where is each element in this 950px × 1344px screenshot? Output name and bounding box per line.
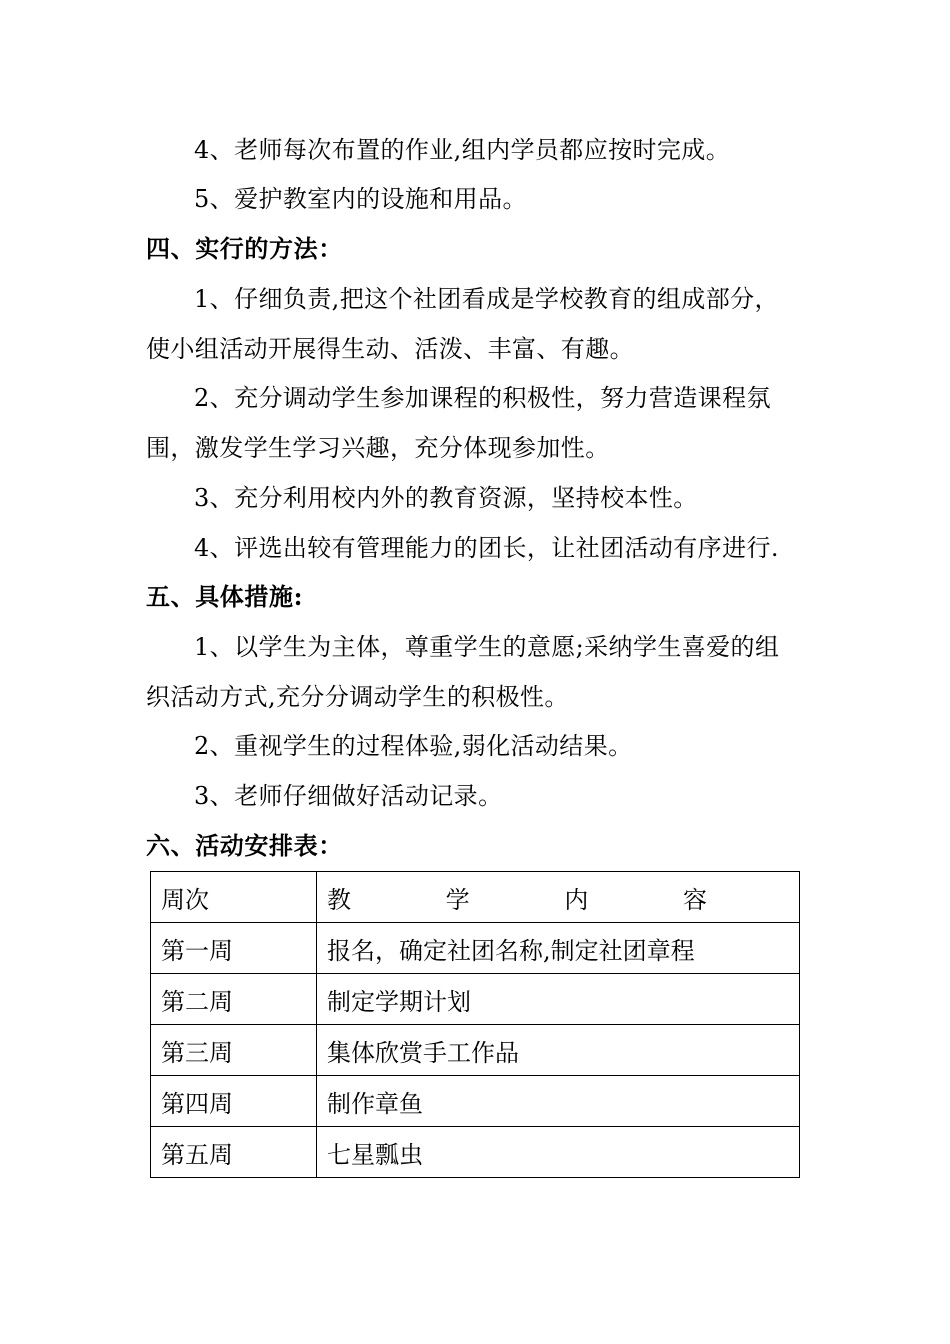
content-cell: 报名，确定社团名称,制定社团章程 [317,923,800,974]
paragraph-rule-5: 5、爱护教室内的设施和用品。 [194,185,527,213]
paragraph-method-1-line-1: 1、仔细负责,把这个社团看成是学校教育的组成部分， [194,285,779,313]
table-row [151,1025,800,1076]
week-cell: 第二周 [151,974,317,1025]
paragraph-method-1-line-2: 使小组活动开展得生动、活泼、丰富、有趣。 [146,335,634,363]
paragraph-method-2-line-2: 围，激发学生学习兴趣，充分体现参加性。 [146,434,610,462]
paragraph-measure-2: 2、重视学生的过程体验,弱化活动结果。 [194,732,633,760]
paragraph-rule-4: 4、老师每次布置的作业,组内学员都应按时完成。 [194,136,731,164]
section-heading-methods: 四、实行的方法： [146,234,343,263]
header-content-char: 内 [564,885,589,914]
content-cell: 制作章鱼 [317,1076,800,1127]
header-week: 周次 [151,872,317,923]
paragraph-measure-1-line-1: 1、以学生为主体，尊重学生的意愿;采纳学生喜爱的组 [194,633,780,661]
section-heading-measures: 五、具体措施: [146,582,304,611]
content-cell: 制定学期计划 [317,974,800,1025]
table-row [151,1076,800,1127]
paragraph-measure-1-line-2: 织活动方式,充分分调动学生的积极性。 [146,683,569,711]
content-cell: 集体欣赏手工作品 [317,1025,800,1076]
week-cell: 第一周 [151,923,317,974]
header-content-char: 教 [327,885,351,914]
content-cell: 七星瓢虫 [317,1127,800,1178]
week-cell: 第三周 [151,1025,317,1076]
paragraph-measure-3: 3、老师仔细做好活动记录。 [194,782,503,810]
header-content [317,872,800,923]
paragraph-method-2-line-1: 2、充分调动学生参加课程的积极性，努力营造课程氛 [194,384,771,412]
table-row [151,974,800,1025]
week-cell: 第五周 [151,1127,317,1178]
week-cell: 第四周 [151,1076,317,1127]
table-header-row [151,872,800,923]
paragraph-method-4: 4、评选出较有管理能力的团长，让社团活动有序进行. [194,534,779,562]
table-row [151,923,800,974]
header-content-char: 学 [445,885,470,914]
paragraph-method-3: 3、充分利用校内外的教育资源，坚持校本性。 [194,484,698,512]
section-heading-schedule: 六、活动安排表： [146,831,343,860]
header-content-char: 容 [682,885,707,914]
table-row [151,1127,800,1178]
activity-schedule-table [150,871,800,1178]
